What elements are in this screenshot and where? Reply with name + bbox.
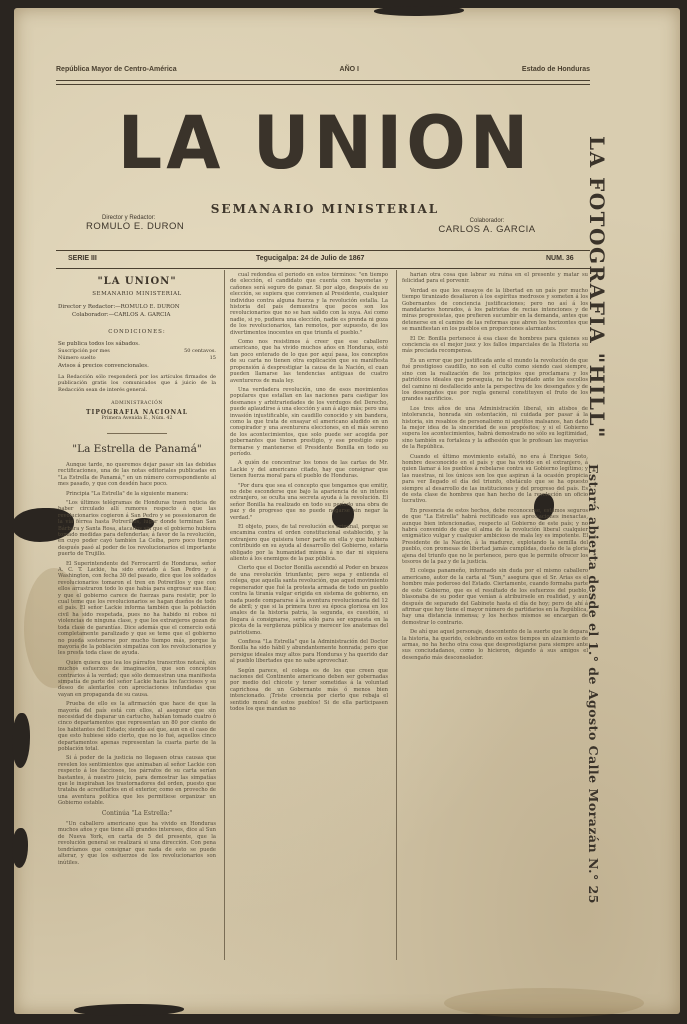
torn-hole: [374, 6, 464, 16]
price-row: [58, 348, 216, 355]
body-text: En presencia de estos hechos, debe reconocerse, estamos seguros de que "La Estrella" habrá rectificado sus apreciaciones inexactas, aunque bien intencionadas, respecto al Gobierno de este país; y no habrá convenido de que el alma de la revolución liberal cualquier enigmático vulgar y cualquier ambicioso de mala ley es impotente. El Presidente de la Nación, á la madurez, explotando la semilla del pueblo, con promesas de libertad jamás cumplidas, dueño de la gloria ajena del triunfo que no le pertenece, pero que le permite ofrecer los tesoros de la paz y de la justicia.: [402, 507, 588, 566]
body-text: Principia "La Estrella" de la siguiente manera:: [66, 490, 189, 497]
body-text: Verdad es que los ensayos de la libertad en un país por mucho tiempo tiranizado desaliaron á los espíritus medrosos y someten á los Gobernantes de conciencia justificaciones; pero no así á los mandatarios honrados, á los patriotas de recias intenciones y de miras progresistas, que prefieren sucumbir en la demanda, antes que detenerse en el camino de las reformas que abren los horizontes que se manifiestan en los pueblos en proporciones alarmantes.: [402, 287, 588, 333]
director-block: [86, 215, 184, 232]
body-text: Si á poder de la justicia no llegasen otras causas que revelen los sentimientos que animaban al señor Lackie con respecto á los facciosos, los párrafos de su carta serían bastantes, á nuestro juicio, para demostrar las simpatías que le inspiraban los trastornadores del orden, puesto que trataba de acreditarlos en el exterior, como en provecho de una aventura política que les permitiese organizar un Gobierno estable.: [58, 755, 216, 807]
issue-rule-bottom: [56, 268, 590, 269]
body-text: Prueba de ello es la afirmación que hace de que la mayoría del país está con ellos, al asegurar que sin necesidad de disparar un cartucho, habían tomado cuatro ó cinco departamentos que representan un 80 por ciento de los habitantes del Estado; siendo así que, aun en el caso de que esto hubiese sido cierto, que no lo fué, aquellos cinco departamentos apenas representan la cuarta parte de la población total.: [58, 701, 216, 752]
info-box-title: "LA UNION": [97, 276, 177, 287]
header-left: República Mayor de Centro-América: [56, 66, 177, 73]
price-label: Número suelto: [58, 354, 96, 361]
body-text: Confiesa "La Estrella" que la Administración del Doctor Bonilla ha sido hábil y abundantemente honrada; pero que persigue ideales muy altos para Honduras y ha querido dar al pueblo libertades que no sabe aprovechar.: [230, 638, 388, 665]
body-text: A quién de concentrar los tonos de las cartas de Mr. Lackie y del americano citado, hay que consignar que tienen fuerza moral para el pueblo de Honduras.: [230, 460, 388, 480]
admin-label: ADMINISTRACIÓN: [111, 401, 163, 407]
body-text: Quien quiera que lea los párrafos transcritos notará, sin muchos esfuerzos de imaginación, que son conceptos contrarios á la verdad; que sólo demuestran una manifiesta simpatía de parte del señor Lackie hacia los facciosos y su deseo de alentarlos con apreciaciones infundadas que vayan en propaganda de su causa.: [58, 659, 216, 698]
header-center: AÑO I: [339, 66, 359, 73]
collaborator-name: CARLOS A. GARCIA: [438, 224, 536, 235]
issue-series: SERIE III: [68, 255, 97, 262]
issue-date: Tegucigalpa: 24 de Julio de 1867: [256, 255, 365, 262]
article-title: "La Estrella de Panamá": [72, 442, 202, 455]
conditions-intro: Se publica todos los sábados.: [58, 340, 140, 347]
body-text: De ahí que aquel personaje, descontento de la suerte que le depara la historia, ha querido, celebrando en estos tiempos un alzamiento de armas, no ha hecho otra cosa que desprestigiarse para siempre ante sus conciudadanos, como lo hicieron, dejando á sus amigos el desengaño más desconsolador.: [402, 629, 588, 661]
info-box-director: Director y Redactor:—ROMULO E. DURON: [58, 304, 180, 311]
column-2: [230, 272, 388, 962]
price-value: 50 centavos.: [184, 347, 216, 354]
masthead-subtitle: SEMANARIO MINISTERIAL: [210, 202, 440, 216]
column-3: [402, 272, 588, 962]
body-text: Según parece, el colega es de los que creen que naciones del Continente americano deben ser gobernadas por medio del chicote y tener sometidas á la voluntad caprichosa de un Gobernante más ó menos bien intencionado. ¡Triste creencia por cierto que rebaja el sentido moral de estos pueblos! Si de ella participasen todos los que mandan no: [230, 667, 388, 712]
header-rule-thin: [56, 84, 590, 85]
torn-hole: [12, 713, 30, 768]
info-box-collaborator: Colaborador:—CARLOS A. GARCIA: [72, 312, 171, 319]
continua-label: Continúa "La Estrella:": [101, 809, 173, 817]
issue-bar: [56, 254, 590, 266]
printer-name: TIPOGRAFIA NACIONAL: [86, 408, 188, 416]
body-text: El colega panameño, informado sin duda por el mismo caballero americano, autor de la carta al "Sun," asegura que el Sr. Arias es el hombre más poderoso del Estado. Ciertamente, cuando formaba parte de este Gobierno, que es el resultado de los esfuerzos del pueblo, blasonaba de su poder que venían á atribuirsele en realidad, y aun después de separado del Gabinete hasta el día de hoy; pero de ahí á afirmar que hoy tiene el mayor número de partidarios en la República, hay una distancia inmensa; y los hechos mismos se encargan de demostrar lo contrario.: [402, 568, 588, 626]
column-divider: [396, 270, 397, 960]
column-1: [58, 272, 216, 962]
body-text: Cierto que el Doctor Bonilla ascendió al Poder en brazos de una revolución triunfante; pero sepa y entienda el colega, que aquella santa revolución, que aquel movimiento regenerador que fué la protesta armada de todo un pueblo contra la tiranía vulgar erigida en sistema de gobierno, en nada puede compararse á la aventura revolucionaria del 12 de abril; y que si la primera tuvo su época gloriosa en los anales de la historia patria, la segunda, es cuestión, si llegara á consignarse, sería sólo para ser expuesta en la picota de la vergüenza pública y merecer los anatemas del patriotismo.: [230, 565, 388, 636]
body-text: Una verdadera revolución, uno de esos movimientos populares que estallan en las naciones para castigar los desmanes y arbitrariedades de los verdugos del Derecho, puede aplaudirse á una elección y aun á algo más; pero una invasión injustificable, sin caudillo conocido y sin bandera, como la que trata de ensayar el americano aludido en un conspirador y una aventurera elecciones, en el más sereno de los acontecimientos, que solo puede ser acogida por gobernantes que tienen prestigio, y ese prestigio supo formarse y mantenerse el Presidente Bonilla en todo su período.: [230, 386, 388, 457]
header-right: Estado de Honduras: [521, 66, 590, 73]
body-text: "Los últimos telégramas de Honduras traen noticia de haber circulado allí rumores respecto á que las revolucionarios cogieron á San Pedro y se posesionaron de la vía férrea hasta Potrerillos, lugar donde terminan San Bárbara y Santa Rosa, atacados sin que el gobierno hubiera tomado medidas para defenderlas; á favor de la revolución, en cuyo poder cayó también La Ceiba, pero poco tiempo después pasó al poder de los revolucionarios el importante puerto de Trujillo.: [58, 499, 216, 558]
issue-number: NUM. 36: [546, 255, 574, 262]
body-text: Cuando el último movimiento estalló, no era á Enrique Soto, hombre desconocido en el país y que ha vivido en el extranjero, á quien llamar á los pueblos á rebelarse contra su Gobierno legítimo; y las nuestras, ni los únicos son los que aspiran á la ocasión propicia para ver llegado el día del triunfo, obstáculo que se ha opuesto siempre al desarrollo de las instituciones y del progreso del país. Es de esta clase de hombres que han hecho de la revolución un oficio lucrativo.: [402, 453, 588, 505]
price-label: Suscripción por mes: [58, 347, 110, 354]
ads-line: Avisos á precios convencionales.: [58, 362, 149, 369]
body-text: Los tres años de una Administración liberal, sin atisbos de intolerancia, honrada sin ostentación, ni cuidada por pasar á la historia, sin resabios de personalismo ni apetitos malsanos, han dado la mejor idea de la sinceridad de sus propósitos; y si el Gobierno supera los acontecimientos, habrá demostrado no sólo su legitimidad, sino también su fortaleza y la adhesión que le profesan las mayorías de la República.: [402, 405, 588, 451]
side-banner: [585, 136, 609, 439]
issue-rule-top: [56, 250, 590, 251]
body-text: El Superintendente del Ferrocarril de Honduras, señor A. C. T. Lackie, ha sido enviado á San Pedro y á Washington, con fecha 30 del pasado, dice que los soldados revolucionarios tomaron el tren en Potrerillos y que con ellos arrastraron todo lo que había para engrosar sus filas; y que el gobierno carece de fuerzas para resistir, por lo cual teme que los revolucionarios se hagan dueños de todo el país. El señor Lackie informa también que la población civil ha sido respetada, pues no ha habido ni robos ni violencias de ninguna clase, y que los extranjeros gozan de toda clase de garantías. Dice además que el comercio está completamente paralizado y que se teme que el gobierno no pueda sostenerse por mucho tiempo más, porque la mayoría de la población simpatiza con los revolucionarios y les presta toda clase de ayuda.: [58, 560, 216, 657]
body-text: "Un caballero americano que ha vivido en Honduras muchos años y que tiene allí grandes intereses, dice al Sun de Nueva York, en carta de 5 del presente, que la revolución general se realizará si una dirección. Con pena tendríamos que consignar que nada de esto se puede alterar, y que los esfuerzos de los revolucionarios son inútiles.: [58, 821, 216, 866]
editorial-note: La Redacción sólo responderá por los artículos firmados de publicación gratis los comunicados que á juicio de la Redacción sean de interés general.: [58, 373, 216, 393]
header-rule: [56, 80, 590, 81]
side-banner-detail-wrap: [586, 458, 601, 904]
price-value: 15: [209, 354, 216, 361]
conditions-heading: CONDICIONES:: [108, 329, 166, 336]
section-divider: [107, 433, 167, 434]
column-divider: [224, 270, 225, 960]
price-row: [58, 355, 216, 362]
body-text: Como nos resistimos á creer que ese caballero americano, que ha vivido muchos años en Honduras, esté tan poco enterado de lo que por aquí pasa, los conceptos de su carta no tienen otra explicación que su manifiesta propensión á desprestigiar la causa de la Nación, el cuan pueden llamarse las tendencias antiguas de cuatro aventureros de mala ley.: [230, 339, 388, 384]
body-text: cual redondea el período en estos términos: "en tiempo de elección, el candidato que cuenta con bayonetas y cañones será seguro de ganar. Si por algo, después de su elección, se supiera que convienen al Presidente, cualquier individuo contra alguna fuerza y la revolución estalla. La historia del país demuestra que pocos son los revolucionarios que no se han salido con la suya. Así como nadie, si yo, pudiera una elección, nadie es prenda ni goza de los revolucionarios, tan remotos, por supuesto, de los divertimentos inocentes en que triunfa el pueblo.": [230, 272, 388, 336]
paper-stain: [444, 988, 644, 1018]
masthead-title: LA UNION: [117, 99, 533, 187]
side-banner-detail: Estará abierta desde el 1.° de Agosto Calle Morazán N.° 25: [586, 464, 601, 904]
header-line: [56, 66, 590, 73]
body-text: El Dr. Bonilla pertenece á esa clase de hombres para quienes su conciencia es el mejor juez y los fallos imparciales de la Historia su más preciada recompensa.: [402, 335, 588, 355]
collaborator-role: Colaborador:: [469, 218, 505, 224]
body-text: Es un error que por justificada ante el mundo la revolución de que fué prestigioso caudillo, no son el culto como siendo casi siempre, sino con la realización de los principios que proclamara y los patrióticos ideales que perseguía, no ha trepidado ante los escollos del camino ni desfallecido ante la perspectiva de los desengaños y de los desengaños que por regla general constituyen el fruto de los grandes sacrificios.: [402, 357, 588, 403]
side-banner-area: [585, 130, 624, 904]
body-text: "Por dura que sea el concepto que tengamos que emitir, no debe esconderse que bajo la apariencia de un interés extranjero, se oculta una secreta ayuda á la revolución. El señor Bonilla ha realizado en todo su período una obra de paz y de progreso que no puede negarse sin negar la verdad.": [230, 482, 388, 521]
director-name: ROMULO E. DURON: [86, 221, 185, 232]
side-banner-main: LA FOTOGRAFIA "HILL": [585, 136, 609, 439]
info-box-subtitle: SEMANARIO MINISTERIAL: [92, 291, 182, 297]
body-text: El objeto, pues, de tal revolución es criminal, porque se encamina contra el orden constitucional establecido, y la extranjero que quisiera tener parte en ella y que hubiera contribuido en su ayuda al desarrollo del Gobierno, estaría obligado por la humanidad misma á no dar ni siquiera aliento á los enemigos de la paz pública.: [230, 524, 388, 563]
body-text: Aunque tarde, no queremos dejar pasar sin las debidas rectificaciones, una de las notas editoriales publicadas en "La Estrella de Panamá," en un número correspondiente al mes pasado, y que con desdén hace poco.: [58, 461, 216, 488]
torn-hole: [12, 828, 28, 868]
collaborator-block: [432, 218, 542, 235]
body-text: harían otra cosa que labrar su ruina en el presente y matar su felicidad para el porvenir.: [402, 272, 588, 285]
printer-address: Primera Avenida E., Núm. 42: [101, 416, 173, 422]
director-role: Director y Redactor:: [102, 215, 156, 221]
torn-hole: [74, 1004, 184, 1016]
